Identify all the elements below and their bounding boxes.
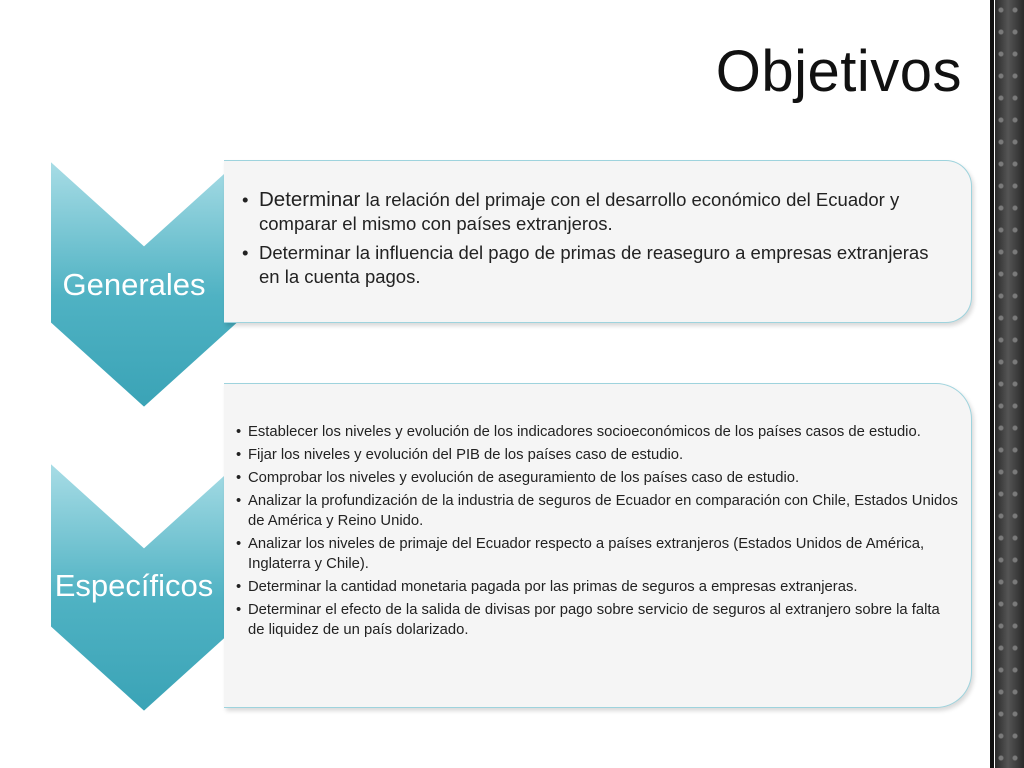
- especificos-panel: [224, 383, 972, 708]
- list-item: • Analizar la profundización de la industria de seguros de Ecuador en comparación con Chile, Estados Unidos de América y Reino Unido.: [236, 491, 958, 531]
- especificos-label: Específicos: [54, 568, 214, 603]
- list-item: • Comprobar los niveles y evolución de aseguramiento de los países caso de estudio.: [236, 468, 958, 488]
- list-item: • Analizar los niveles de primaje del Ecuador respecto a países extranjeros (Estados Unidos de América, Inglaterra y Chile).: [236, 534, 958, 574]
- item-lead-word: Determinar: [259, 188, 361, 211]
- slide-edge-decoration: [995, 0, 1024, 768]
- item-text: la relación del primaje con el desarrollo económico del Ecuador y comparar el mismo con países extranjeros.: [259, 189, 900, 234]
- list-item: • Fijar los niveles y evolución del PIB de los países caso de estudio.: [236, 445, 958, 465]
- list-item: • Determinar la cantidad monetaria pagada por las primas de seguros a empresas extranjeras.: [236, 577, 958, 597]
- list-item: [242, 241, 932, 289]
- generales-panel: [224, 160, 972, 323]
- list-item: • Determinar el efecto de la salida de divisas por pago sobre servicio de seguros al extranjero sobre la falta de liquidez de un país dolarizado.: [236, 600, 958, 640]
- slide-edge-line: [990, 0, 994, 768]
- especificos-list: [236, 422, 958, 643]
- generales-list: [242, 188, 932, 294]
- generales-label: Generales: [62, 267, 206, 302]
- item-text: Determinar la influencia del pago de primas de reaseguro a empresas extranjeras en la cuenta pagos.: [259, 242, 929, 287]
- list-item: [242, 188, 932, 236]
- list-item: • Establecer los niveles y evolución de los indicadores socioeconómicos de los países casos de estudio.: [236, 422, 958, 442]
- slide-title: Objetivos: [715, 39, 962, 104]
